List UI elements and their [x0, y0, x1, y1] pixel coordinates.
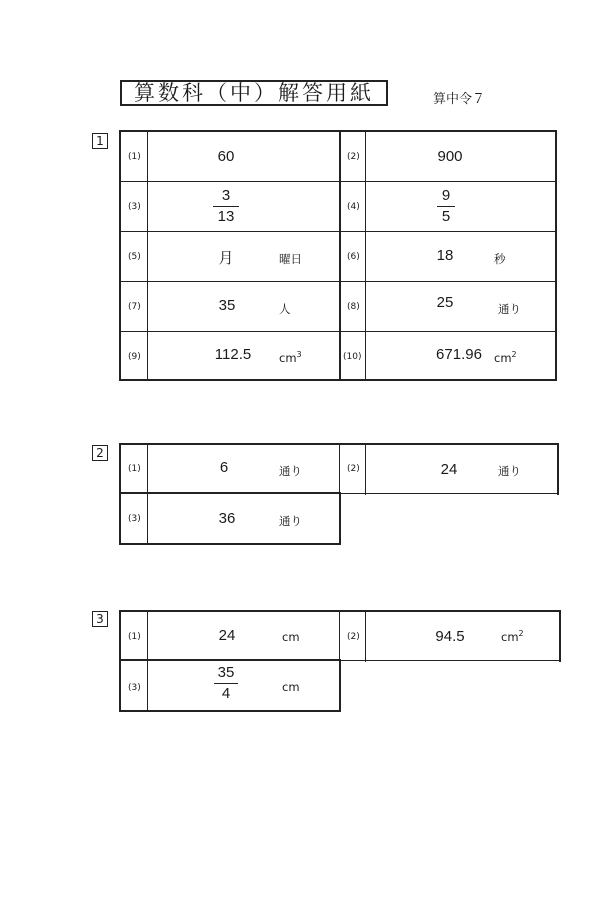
fraction-bar [214, 683, 238, 684]
fraction-bar [213, 206, 239, 207]
answer-value: 671.96 [436, 346, 482, 363]
question-label: (3) [128, 683, 141, 693]
fraction-denominator: 5 [441, 208, 451, 225]
question-label: (8) [347, 302, 360, 312]
answer-unit [494, 350, 517, 365]
answer-value: 25 [436, 294, 454, 311]
section-3-number: 3 [92, 611, 108, 627]
answer-unit: 曜日 [279, 252, 302, 266]
question-label: (1) [128, 632, 141, 642]
fraction-denominator: 4 [221, 685, 231, 702]
exam-code: 算中令７ [433, 92, 486, 107]
fraction-bar [437, 206, 455, 207]
question-label: (1) [128, 464, 141, 474]
answer-unit: cm [282, 680, 300, 694]
answer-fraction [213, 188, 239, 225]
answer-value: 24 [440, 461, 458, 478]
answer-fraction [437, 188, 455, 225]
fraction-denominator: 13 [217, 208, 235, 225]
section-1-number: 1 [92, 133, 108, 149]
fraction-numerator: 3 [221, 187, 231, 204]
section-2-number: 2 [92, 445, 108, 461]
answer-value: 18 [436, 247, 454, 264]
question-label: (7) [128, 302, 141, 312]
answer-unit: 通り [498, 302, 521, 316]
question-label: (4) [347, 202, 360, 212]
question-label: (9) [128, 352, 141, 362]
section-3-grid-top [119, 610, 561, 662]
unit-exponent: 2 [511, 350, 517, 359]
answer-unit [501, 629, 524, 644]
section-1-grid [119, 130, 557, 381]
unit-text: cm [494, 350, 512, 365]
answer-sheet-title: 算数科（中）解答用紙 [120, 80, 388, 106]
question-label: (3) [128, 202, 141, 212]
answer-unit: 人 [279, 302, 291, 316]
unit-text: cm [279, 350, 297, 365]
answer-unit: 通り [498, 464, 521, 478]
answer-value: 月 [218, 250, 234, 267]
question-label: (1) [128, 152, 141, 162]
section-2-grid-top [119, 443, 559, 495]
question-label: (2) [347, 464, 360, 474]
answer-unit: cm [282, 630, 300, 644]
question-label: (5) [128, 252, 141, 262]
fraction-numerator: 35 [217, 664, 235, 681]
answer-value: 36 [218, 510, 236, 527]
unit-exponent: 3 [296, 350, 302, 359]
answer-value: 60 [217, 148, 235, 165]
answer-value: 35 [218, 297, 236, 314]
answer-value: 900 [437, 148, 463, 165]
answer-value: 112.5 [214, 346, 252, 363]
section-2-grid-bottom [119, 492, 341, 545]
answer-fraction [214, 665, 238, 702]
answer-unit: 通り [279, 464, 302, 478]
question-label: (3) [128, 514, 141, 524]
question-label: (2) [347, 632, 360, 642]
fraction-numerator: 9 [441, 187, 451, 204]
answer-value: 94.5 [435, 628, 465, 645]
question-label: (2) [347, 152, 360, 162]
answer-value: 6 [219, 459, 229, 476]
question-label: (6) [347, 252, 360, 262]
question-label: (10) [343, 352, 362, 362]
section-3-grid-bottom [119, 659, 341, 712]
unit-exponent: 2 [518, 629, 524, 638]
answer-unit: 通り [279, 514, 302, 528]
answer-unit: 秒 [494, 252, 506, 266]
unit-text: cm [501, 629, 519, 644]
answer-value: 24 [218, 627, 236, 644]
answer-unit [279, 350, 302, 365]
